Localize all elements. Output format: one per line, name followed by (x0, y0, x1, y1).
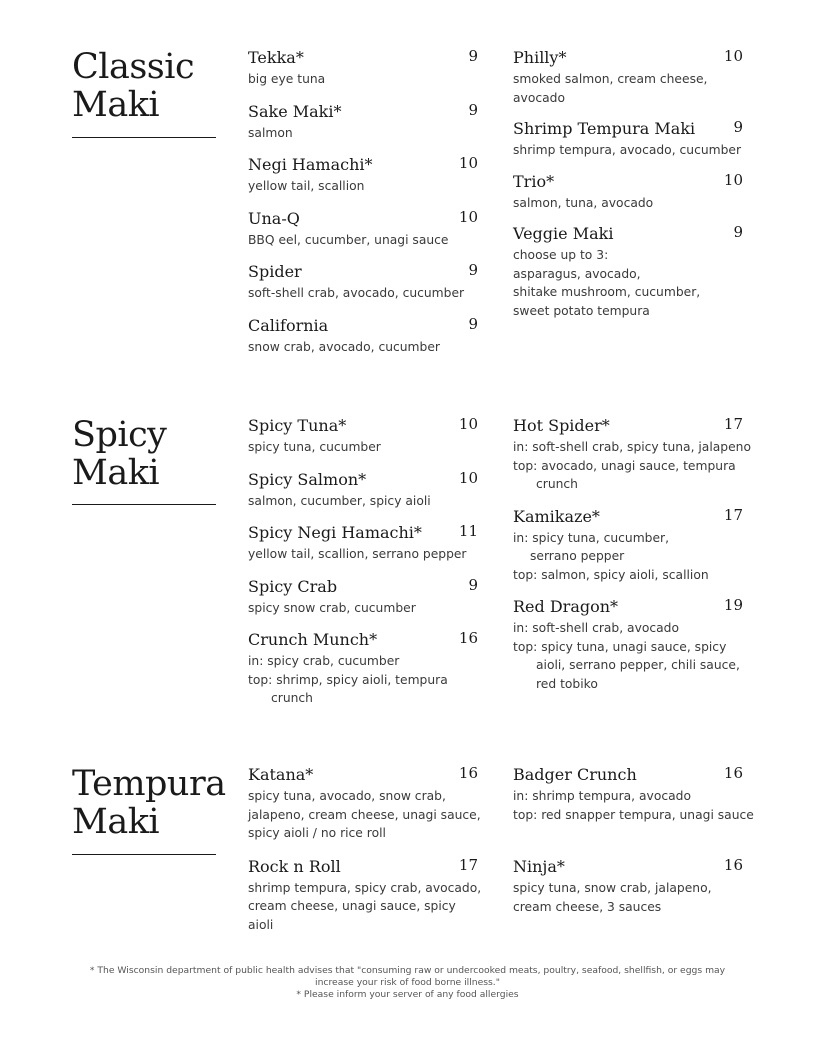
advisory-line: increase your risk of food borne illness." (315, 977, 500, 988)
item-price: 9 (468, 575, 478, 594)
menu-item (248, 764, 481, 843)
item-description: choose up to 3: (513, 248, 609, 262)
item-price: 9 (468, 47, 478, 65)
menu-item (513, 857, 743, 916)
item-name: Philly* (513, 48, 567, 67)
menu-item (513, 415, 751, 494)
menu-item (513, 764, 754, 824)
item-description: red tobiko (536, 676, 598, 691)
item-price: 10 (458, 207, 478, 226)
menu-item (248, 630, 478, 708)
item-description: salmon, cucumber, spicy aioli (248, 493, 431, 508)
menu-item (248, 316, 478, 357)
item-name: Negi Hamachi* (248, 155, 373, 174)
item-description: asparagus, avocado, (513, 266, 641, 281)
item-description: spicy aioli / no rice roll (248, 826, 386, 840)
section-divider (72, 137, 216, 138)
menu-column-left (248, 764, 482, 946)
item-description: spicy tuna, cucumber (248, 440, 381, 454)
item-name: Shrimp Tempura Maki (513, 119, 696, 138)
menu-item (513, 507, 743, 585)
item-price: 16 (723, 764, 743, 782)
menu-item (248, 48, 478, 89)
item-price: 10 (458, 154, 478, 172)
item-price: 10 (723, 47, 743, 65)
menu-item (248, 209, 478, 250)
item-description: top: shrimp, spicy aioli, tempura (248, 672, 448, 687)
menu-item (248, 102, 478, 143)
item-price: 16 (458, 629, 478, 647)
item-description: in: spicy tuna, cucumber, (513, 530, 670, 545)
menu-column-right (513, 764, 754, 928)
item-name: Kamikaze* (513, 506, 600, 526)
menu-item (513, 224, 743, 320)
item-name: Veggie Maki (513, 224, 614, 243)
item-price: 17 (723, 415, 743, 433)
item-price: 16 (458, 764, 478, 782)
item-price: 9 (468, 314, 478, 333)
section-title: Classic Maki (72, 47, 195, 125)
item-description: aioli (248, 917, 274, 932)
item-description: shrimp tempura, avocado, cucumber (513, 143, 742, 157)
item-price: 17 (723, 505, 743, 524)
section-divider (72, 854, 216, 855)
menu-item (248, 155, 478, 196)
item-description: avocado (513, 90, 565, 105)
item-description: in: shrimp tempura, avocado (513, 789, 691, 803)
menu-column-left (248, 48, 478, 369)
item-description: in: spicy crab, cucumber (248, 654, 400, 668)
item-description: BBQ eel, cucumber, unagi sauce (248, 232, 449, 247)
menu-item (248, 470, 478, 511)
item-price: 17 (458, 855, 478, 874)
item-name: Spider (248, 262, 302, 281)
health-advisory-footer (0, 965, 815, 1001)
item-price: 10 (723, 170, 743, 189)
menu-item (248, 416, 478, 457)
item-description: aioli, serrano pepper, chili sauce, (536, 658, 740, 672)
menu-item (248, 523, 478, 564)
menu-column-left (248, 416, 478, 721)
item-price: 10 (458, 415, 478, 433)
item-name: Hot Spider* (513, 416, 610, 435)
menu-item (513, 172, 743, 213)
item-description: spicy tuna, snow crab, jalapeno, (513, 881, 712, 895)
menu-column-right (513, 48, 743, 332)
item-name: Spicy Salmon* (248, 469, 367, 489)
item-name: Crunch Munch* (248, 630, 378, 649)
menu-item (513, 48, 743, 107)
item-name: Tekka* (248, 48, 304, 67)
item-description: cream cheese, 3 sauces (513, 899, 662, 914)
menu-item (513, 597, 743, 693)
item-name: Sake Maki* (248, 101, 342, 121)
item-price: 9 (733, 118, 743, 136)
allergy-notice: * Please inform your server of any food allergies (296, 989, 519, 1000)
item-description: salmon (248, 125, 293, 140)
item-description: crunch (536, 477, 578, 491)
item-description: salmon, tuna, avocado (513, 195, 654, 210)
item-description: jalapeno, cream cheese, unagi sauce, (248, 807, 481, 822)
item-description: snow crab, avocado, cucumber (248, 339, 440, 354)
item-description: top: spicy tuna, unagi sauce, spicy (513, 639, 727, 654)
section-title: Spicy Maki (72, 415, 167, 493)
item-price: 9 (733, 223, 743, 241)
item-name: Red Dragon* (513, 597, 619, 616)
item-name: Spicy Negi Hamachi* (248, 523, 422, 542)
section-divider (72, 504, 216, 505)
item-price: 11 (458, 522, 478, 540)
item-price: 9 (468, 261, 478, 279)
item-description: serrano pepper (530, 549, 625, 563)
item-description: spicy tuna, avocado, snow crab, (248, 789, 446, 803)
item-price: 9 (468, 100, 478, 119)
item-description: shitake mushroom, cucumber, (513, 285, 701, 299)
item-description: yellow tail, scallion, serrano pepper (248, 547, 467, 561)
menu-item (248, 855, 482, 935)
item-name: Trio* (513, 171, 555, 191)
item-description: cream cheese, unagi sauce, spicy (248, 899, 456, 913)
item-description: soft-shell crab, avocado, cucumber (248, 286, 465, 300)
section-title: Tempura Maki (72, 764, 226, 842)
item-name: Una-Q (248, 208, 300, 228)
menu-column-right (513, 415, 751, 705)
advisory-line: * The Wisconsin department of public health advises that "consuming raw or undercooked meats, poultry, seafood, shellfish, or eggs may (89, 965, 726, 976)
item-name: Spicy Crab (248, 576, 338, 596)
menu-item (248, 262, 478, 303)
item-price: 16 (723, 856, 743, 874)
item-description: smoked salmon, cream cheese, (513, 72, 708, 86)
item-description: top: salmon, spicy aioli, scallion (513, 567, 709, 582)
item-description: top: red snapper tempura, unagi sauce (513, 807, 754, 822)
menu-item (248, 577, 478, 618)
item-name: Katana* (248, 765, 314, 784)
item-name: Rock n Roll (248, 856, 341, 876)
item-name: Ninja* (513, 857, 565, 876)
item-name: California (248, 315, 329, 335)
item-price: 10 (458, 468, 478, 487)
item-description: sweet potato tempura (513, 303, 650, 318)
item-description: crunch (271, 691, 313, 705)
item-description: yellow tail, scallion (248, 179, 365, 193)
item-price: 19 (723, 596, 743, 614)
item-description: in: soft-shell crab, avocado (513, 621, 680, 635)
item-name: Spicy Tuna* (248, 416, 347, 435)
item-description: top: avocado, unagi sauce, tempura (513, 458, 736, 473)
item-description: in: soft-shell crab, spicy tuna, jalapeno (513, 440, 751, 454)
menu-item (513, 119, 743, 160)
item-description: big eye tuna (248, 72, 326, 86)
item-name: Badger Crunch (513, 765, 637, 784)
item-description: spicy snow crab, cucumber (248, 600, 416, 615)
item-description: shrimp tempura, spicy crab, avocado, (248, 880, 482, 895)
